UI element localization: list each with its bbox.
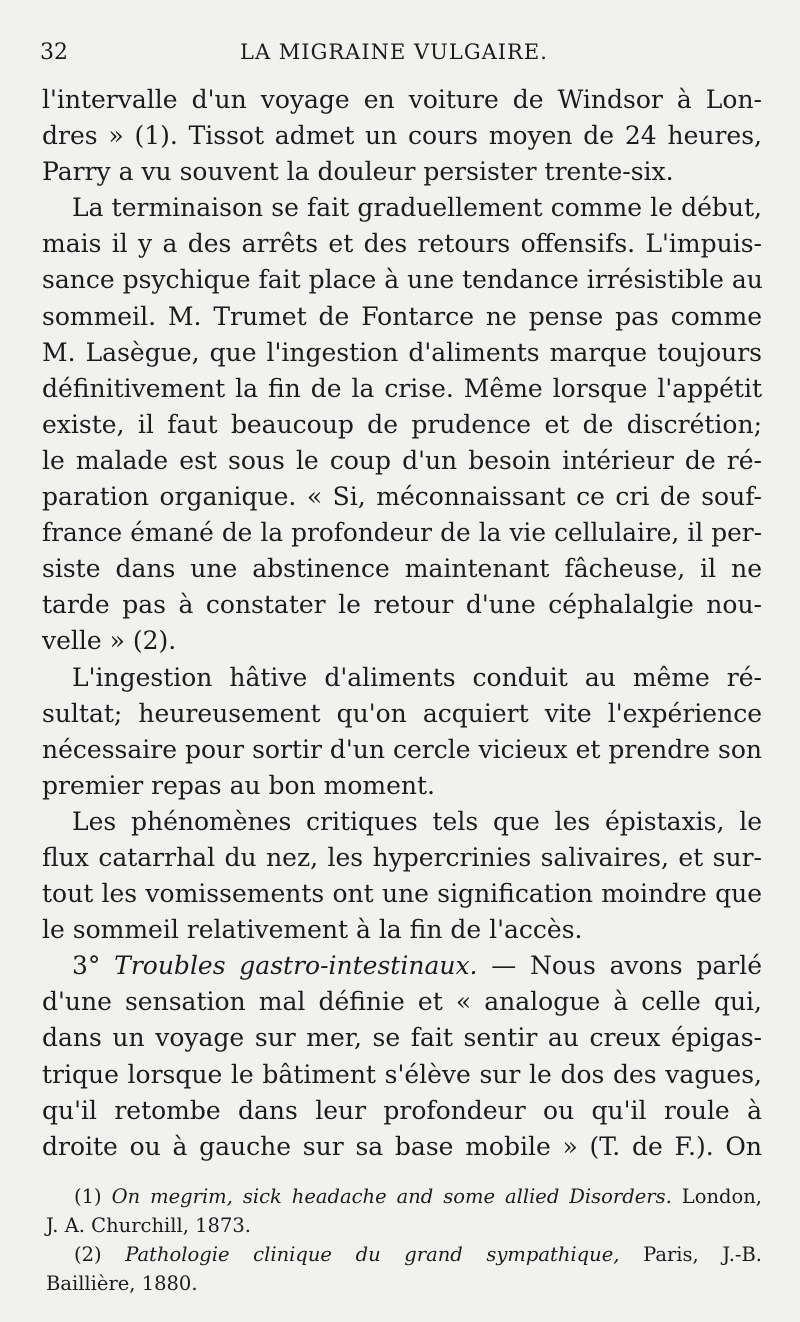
text-line: sultat; heureusement qu'on acquiert vite l'expérience — [42, 698, 762, 728]
text-line: tarde pas à constater le retour d'une céphalalgie nou- — [42, 590, 762, 620]
footnote-title: On megrim, sick headache and some allied Disorders. — [111, 1185, 672, 1208]
text-line: premier repas au bon moment. — [42, 770, 435, 800]
text-line: france émané de la profondeur de la vie cellulaire, il per- — [42, 518, 762, 548]
text-line: le malade est sous le coup d'un besoin intérieur de ré- — [42, 445, 762, 475]
page-header — [0, 40, 800, 74]
footnote-text: Baillière, 1880. — [46, 1272, 198, 1295]
footnote-marker: (1) — [74, 1185, 102, 1208]
text-line: qu'il retombe dans leur profondeur ou qu'il roule à — [42, 1095, 762, 1125]
running-title: LA MIGRAINE VULGAIRE. — [240, 40, 548, 64]
text-line: M. Lasègue, que l'ingestion d'aliments marque toujours — [42, 337, 762, 367]
text-line: L'ingestion hâtive d'aliments conduit au même ré- — [72, 662, 762, 692]
text-line: nécessaire pour sortir d'un cercle vicieux et prendre son — [42, 734, 762, 764]
text-line: mais il y a des arrêts et des retours offensifs. L'impuis- — [42, 229, 762, 259]
text-line: d'une sensation mal définie et « analogue à celle qui, — [42, 987, 762, 1017]
text-line: définitivement la fin de la crise. Même lorsque l'appétit — [42, 373, 762, 403]
section-title: Troubles gastro-intestinaux. — [114, 951, 478, 981]
text-line: flux catarrhal du nez, les hypercrinies salivaires, et sur- — [42, 842, 762, 872]
footnotes — [46, 1182, 762, 1298]
text-line: Les phénomènes critiques tels que les épistaxis, le — [72, 806, 762, 836]
text-line: existe, il faut beaucoup de prudence et de discrétion; — [42, 409, 762, 439]
text-line: l'intervalle d'un voyage en voiture de Windsor à Lon- — [42, 85, 762, 114]
footnote-title: Pathologie clinique du grand sympathique, — [125, 1243, 620, 1266]
body-text — [42, 82, 762, 1165]
footnote-marker: (2) — [74, 1243, 102, 1266]
footnote-text: J. A. Churchill, 1873. — [46, 1214, 251, 1237]
text-line: Parry a vu souvent la douleur persister trente-six. — [42, 157, 674, 187]
page-number: 32 — [40, 40, 68, 65]
text-line: dres » (1). Tissot admet un cours moyen de 24 heures, — [42, 121, 762, 151]
text-line: sance psychique fait place à une tendance irrésistible au — [42, 265, 763, 295]
text-line: velle » (2). — [42, 626, 177, 656]
section-heading-rest: — Nous avons parlé — [477, 951, 762, 981]
text-line: dans un voyage sur mer, se fait sentir au creux épigas- — [42, 1023, 762, 1053]
footnote-2 — [46, 1240, 762, 1269]
text-line: tout les vomissements ont une signification moindre que — [42, 879, 762, 909]
footnote-1 — [46, 1182, 762, 1211]
text-line: droite ou à gauche sur sa base mobile » (T. de F.). On — [42, 1131, 762, 1161]
section-number: 3° — [72, 951, 101, 981]
text-line: paration organique. « Si, méconnaissant ce cri de souf- — [42, 482, 762, 512]
section-heading-line — [42, 948, 762, 984]
text-line: trique lorsque le bâtiment s'élève sur le dos des vagues, — [42, 1059, 762, 1089]
text-line: le sommeil relativement à la fin de l'accès. — [42, 915, 583, 945]
footnote-text: Paris, J.-B. — [619, 1243, 763, 1266]
footnote-text: London, — [671, 1185, 762, 1208]
text-line: sommeil. M. Trumet de Fontarce ne pense pas comme — [42, 301, 762, 331]
text-line: La terminaison se fait graduellement comme le début, — [72, 193, 762, 223]
text-line: siste dans une abstinence maintenant fâcheuse, il ne — [42, 554, 762, 584]
